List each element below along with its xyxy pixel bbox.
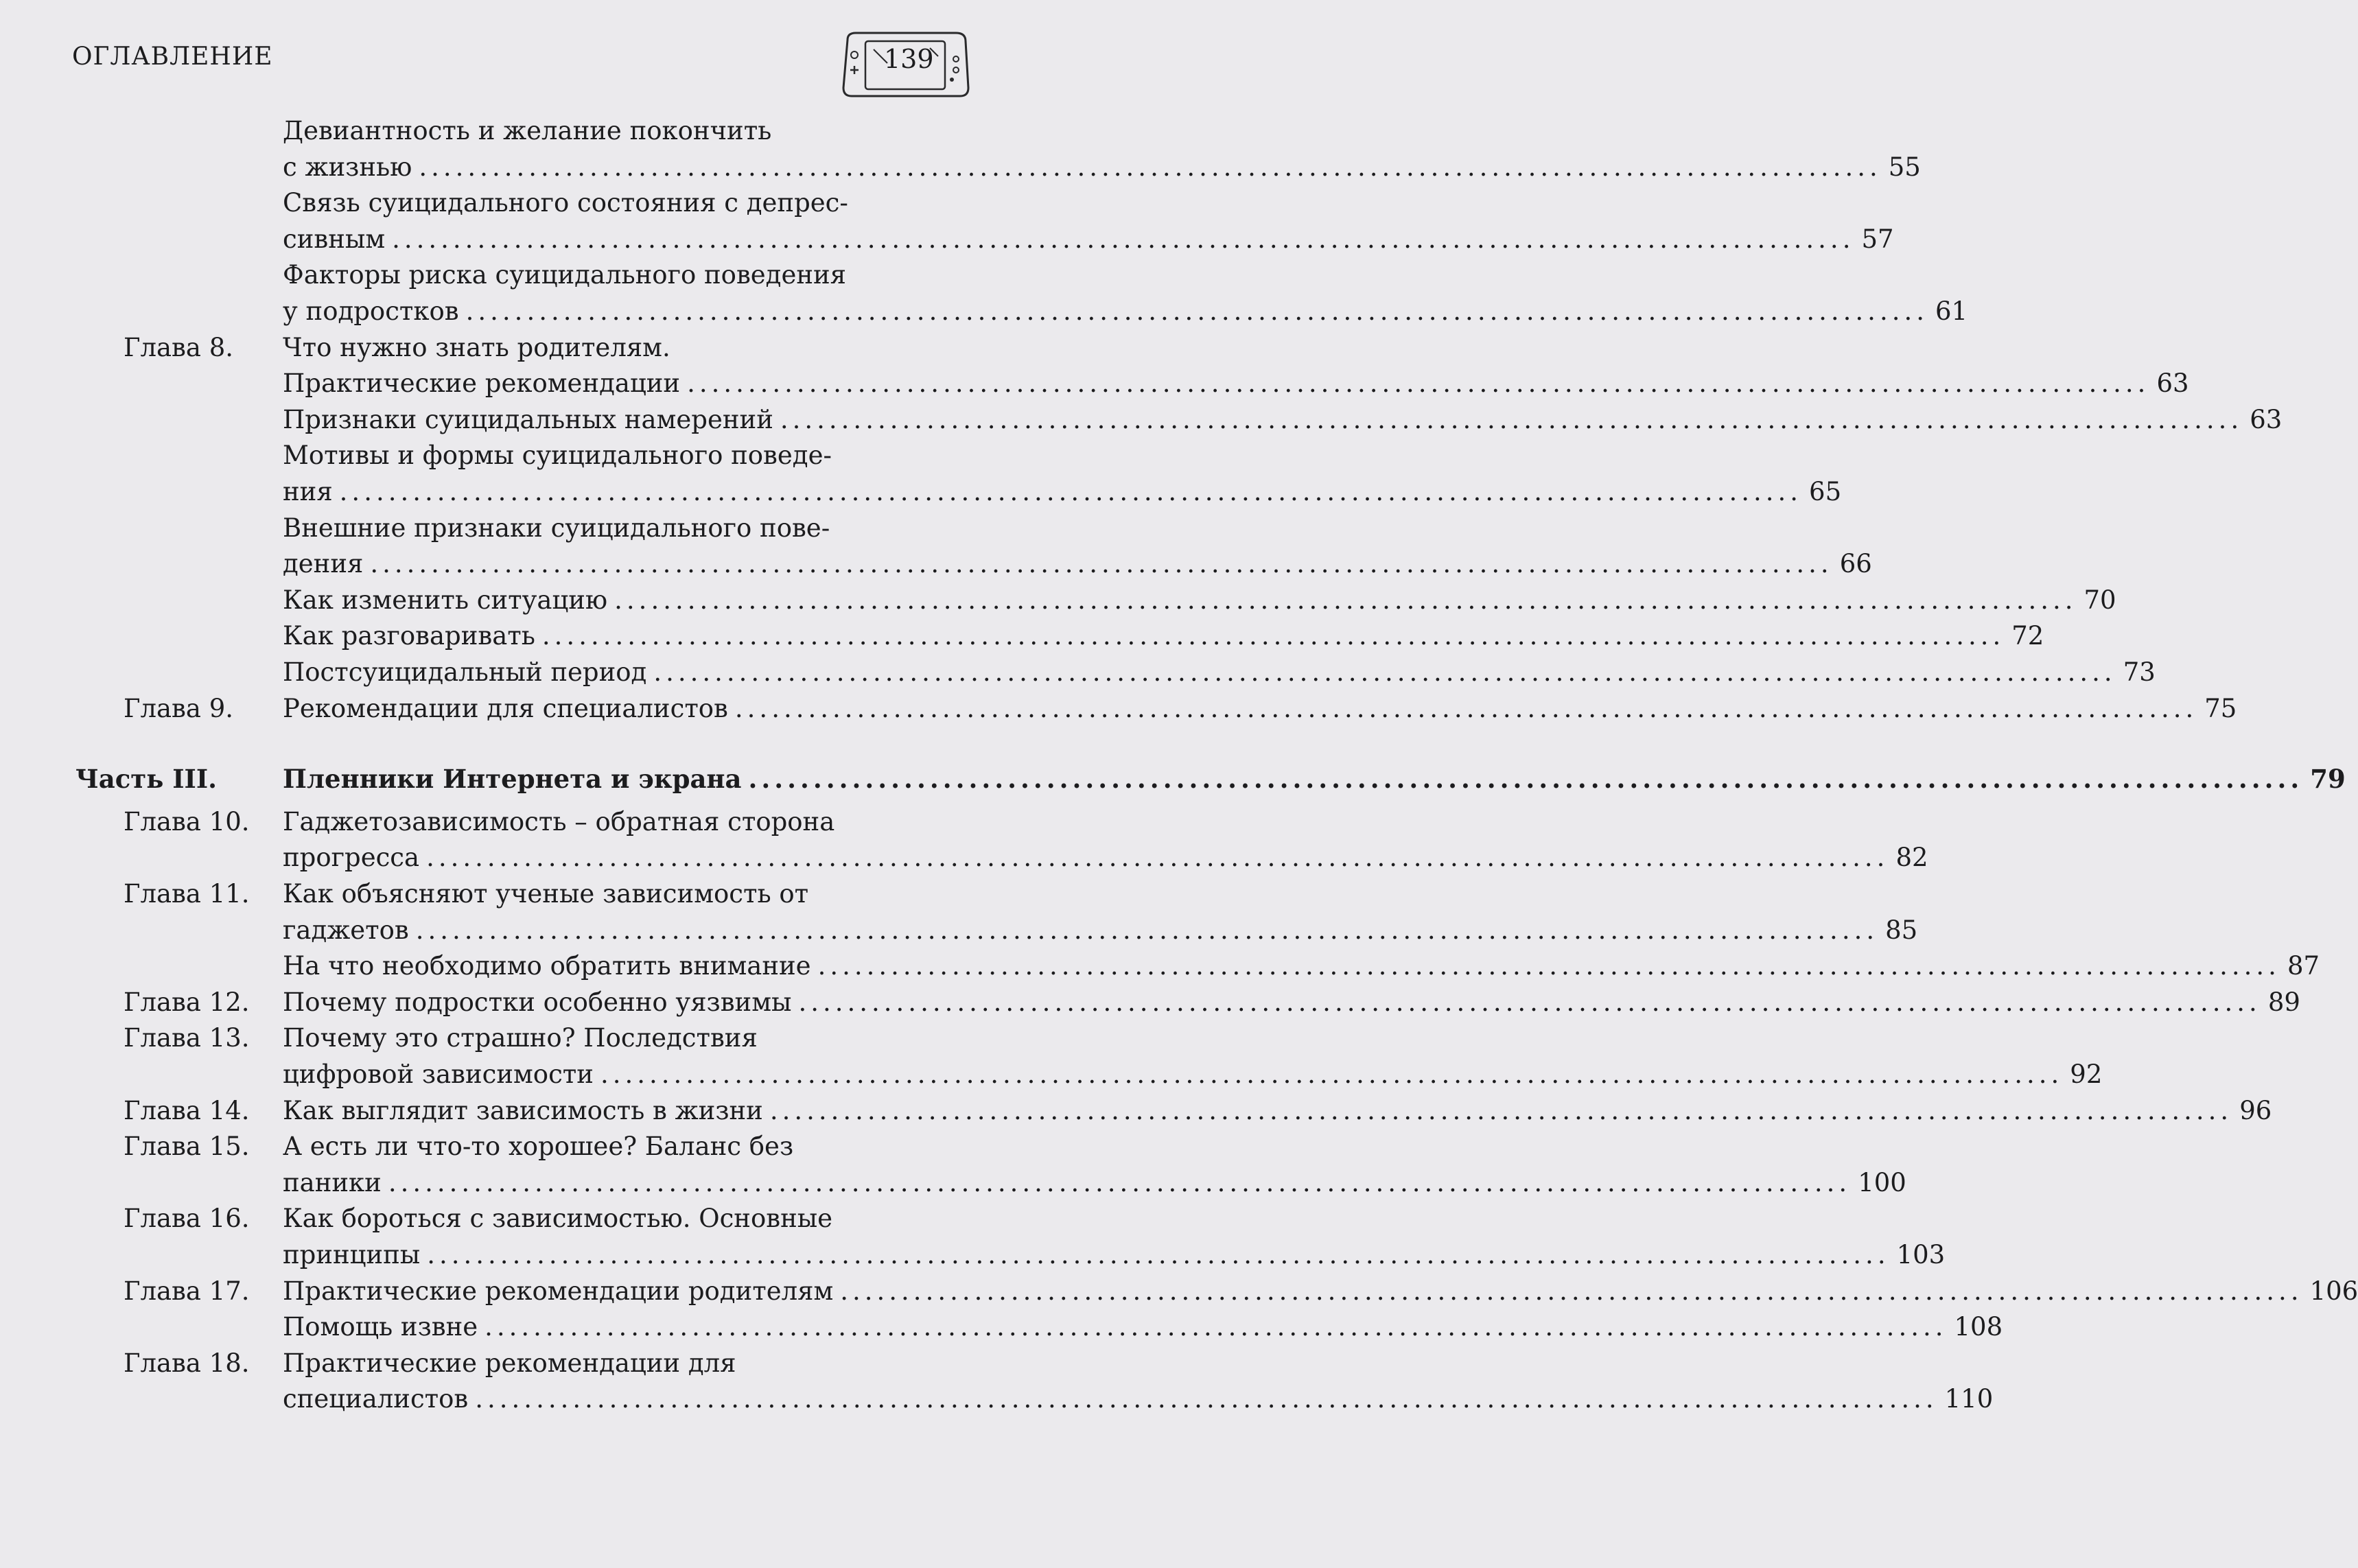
toc-page-number: 110 (1944, 1384, 1994, 1414)
leader-dots: ........................................................................................................................ (817, 951, 2280, 981)
leader-dots: ........................................................................................................................ (769, 1095, 2233, 1125)
toc-title-line: Внешние признаки суицидального пове- (283, 513, 830, 543)
toc-title-line: Почему это страшно? Последствия (283, 1023, 758, 1053)
toc-entry (0, 985, 2300, 1020)
toc-entry (0, 1165, 1906, 1201)
toc-entry (0, 546, 1872, 582)
part-label: Часть III. (75, 764, 218, 795)
leader-dots: ........................................................................................................................ (780, 404, 2243, 434)
toc-entry (0, 1237, 1946, 1273)
chapter-label: Глава 16. (124, 1204, 250, 1234)
toc-title: цифровой зависимости (283, 1060, 594, 1089)
toc-page-number: 79 (2310, 764, 2346, 795)
toc-title-line: Мотивы и формы суицидального поведе- (283, 441, 832, 471)
toc-page-number: 73 (2123, 657, 2156, 687)
toc-entry (0, 948, 2320, 984)
chapter-label: Глава 10. (124, 806, 250, 836)
toc-title: гаджетов (283, 915, 409, 945)
chapter-label: Глава 11. (124, 879, 250, 909)
toc-entry (0, 222, 1894, 257)
toc-title-line: Что нужно знать родителям. (283, 332, 670, 362)
toc-entry (0, 402, 2283, 438)
toc-title: с жизнью (283, 152, 412, 182)
toc-page-number: 57 (1861, 224, 1894, 254)
toc-title: Как разговаривать (283, 621, 535, 651)
toc-title: дения (283, 549, 364, 579)
toc-entry (0, 294, 1968, 329)
toc-entry (0, 655, 2156, 690)
toc-title: специалистов (283, 1384, 469, 1414)
leader-dots: ........................................................................................................................ (485, 1312, 1948, 1342)
toc-entry (0, 1309, 2003, 1345)
page-number: 139 (884, 44, 934, 74)
toc-page-number: 65 (1809, 477, 1842, 506)
toc-entry (0, 1093, 2272, 1129)
chapter-label: Глава 18. (124, 1348, 250, 1378)
toc-entry (0, 1274, 2358, 1309)
toc-entry (0, 583, 2116, 618)
leader-dots: ........................................................................................................................ (415, 915, 1879, 945)
chapter-label: Глава 15. (124, 1132, 250, 1162)
toc-title-line: Как бороться с зависимостью. Основные (283, 1204, 833, 1234)
leader-dots: ........................................................................................................................ (419, 152, 1882, 182)
toc-page-number: 96 (2239, 1095, 2272, 1125)
leader-dots: ........................................................................................................................ (614, 585, 2077, 615)
leader-dots: ........................................................................................................................ (798, 987, 2261, 1017)
toc-entry (0, 691, 2237, 727)
leader-dots: ........................................................................................................................ (840, 1276, 2303, 1306)
toc-page-number: 55 (1888, 152, 1921, 182)
toc-entry (0, 366, 2189, 401)
toc-title: Как изменить ситуацию (283, 585, 608, 615)
toc-entry (0, 1381, 1994, 1417)
toc-title: ния (283, 477, 333, 506)
toc-page-number: 75 (2204, 693, 2237, 723)
toc-page-number: 82 (1895, 843, 1928, 873)
leader-dots: ........................................................................................................................ (653, 657, 2116, 687)
leader-dots: ........................................................................................................................ (370, 549, 1833, 579)
leader-dots: ........................................................................................................................ (734, 693, 2198, 723)
toc-page-number: 72 (2011, 621, 2044, 651)
toc-title: На что необходимо обратить внимание (283, 951, 811, 981)
leader-dots: ........................................................................................................................ (687, 368, 2150, 399)
chapter-label: Глава 9. (124, 693, 234, 723)
toc-title-line: Девиантность и желание покончить (283, 116, 772, 145)
toc-title: у подростков (283, 296, 459, 326)
chapter-label: Глава 14. (124, 1095, 250, 1125)
toc-entry (0, 913, 1918, 948)
toc-entry (0, 1057, 2103, 1092)
toc-title: Как выглядит зависимость в жизни (283, 1095, 763, 1125)
toc-title: паники (283, 1167, 382, 1197)
toc-page-number: 108 (1954, 1312, 2003, 1342)
toc-title: Помощь извне (283, 1312, 478, 1342)
leader-dots: ........................................................................................................................ (465, 296, 1928, 326)
toc-page-number: 61 (1935, 296, 1968, 326)
toc-entry (0, 618, 2044, 654)
toc-title: Рекомендации для специалистов (283, 693, 728, 723)
toc-page-number: 100 (1858, 1167, 1906, 1197)
toc-title-line: Практические рекомендации для (283, 1348, 736, 1378)
toc-title-line: А есть ли что-то хорошее? Баланс без (283, 1132, 794, 1162)
toc-page-number: 87 (2287, 951, 2320, 981)
toc-entry (0, 761, 2346, 797)
toc-title: прогресса (283, 843, 420, 873)
toc-title-line: Связь суицидального состояния с депрес- (283, 188, 848, 218)
chapter-label: Глава 13. (124, 1023, 250, 1053)
chapter-label: Глава 8. (124, 332, 234, 362)
toc-title: Почему подростки особенно уязвимы (283, 987, 792, 1017)
leader-dots: ........................................................................................................................ (600, 1060, 2064, 1089)
leader-dots: ........................................................................................................................ (392, 224, 1855, 254)
leader-dots: ........................................................................................................................ (339, 477, 1803, 506)
toc-page-number: 63 (2156, 368, 2189, 399)
chapter-label: Глава 17. (124, 1276, 250, 1306)
toc-page-number: 92 (2070, 1060, 2103, 1089)
toc-page-number: 85 (1885, 915, 1918, 945)
leader-dots: ........................................................................................................................ (427, 1240, 1890, 1269)
toc-title: Практические рекомендации (283, 368, 681, 399)
toc-title-line: Гаджетозависимость – обратная сторона (283, 806, 835, 836)
toc-page-number: 89 (2267, 987, 2300, 1017)
leader-dots: ........................................................................................................................ (748, 764, 2304, 795)
toc-title-line: Факторы риска суицидального поведения (283, 260, 847, 290)
toc-title: Постсуицидальный период (283, 657, 647, 687)
toc-title: Практические рекомендации родителям (283, 1276, 834, 1306)
leader-dots: ........................................................................................................................ (388, 1167, 1852, 1197)
toc-entry (0, 840, 1928, 876)
chapter-label: Глава 12. (124, 987, 250, 1017)
leader-dots: ........................................................................................................................ (475, 1384, 1938, 1414)
toc-page-number: 66 (1839, 549, 1872, 579)
page-header-title: ОГЛАВЛЕНИЕ (72, 43, 273, 71)
leader-dots: ........................................................................................................................ (426, 843, 1889, 873)
toc-title: Признаки суицидальных намерений (283, 404, 773, 434)
toc-page-number: 70 (2083, 585, 2116, 615)
toc-title: Пленники Интернета и экрана (283, 764, 742, 795)
toc-page-number: 103 (1896, 1240, 1946, 1269)
toc-entry (0, 150, 1921, 185)
toc-title: сивным (283, 224, 386, 254)
leader-dots: ........................................................................................................................ (541, 621, 2005, 651)
toc-page-number: 106 (2309, 1276, 2358, 1306)
toc-title: принципы (283, 1240, 421, 1269)
toc-page-number: 63 (2250, 404, 2283, 434)
toc-title-line: Как объясняют ученые зависимость от (283, 879, 809, 909)
toc-entry (0, 474, 1842, 510)
